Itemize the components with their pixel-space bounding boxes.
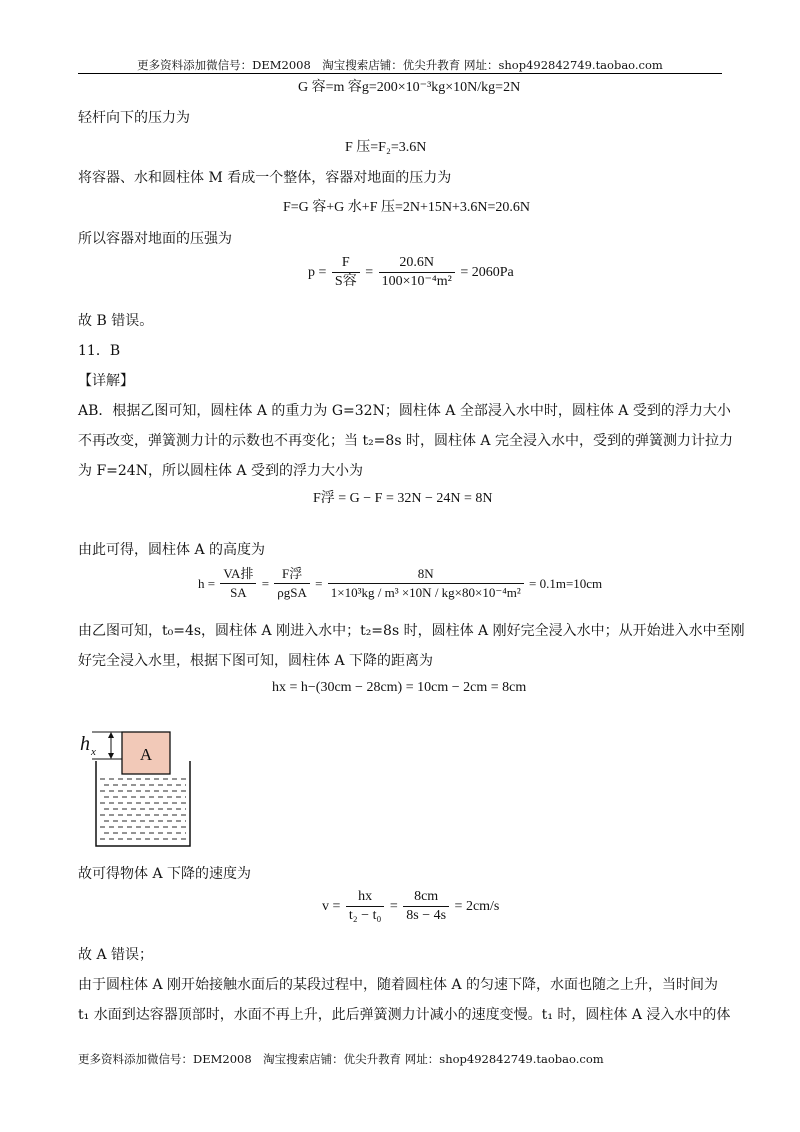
paragraph-whole-system: 将容器、水和圆柱体 M 看成一个整体，容器对地面的压力为	[78, 170, 452, 186]
hx-subscript: x	[91, 746, 96, 758]
paragraph-a-wrong: 故 A 错误；	[78, 947, 154, 963]
paragraph-water-rise-line2: t₁ 水面到达容器顶部时，水面不再上升，此后弹簧测力计减小的速度变慢。t₁ 时，圆柱体 A 浸入水中的体	[78, 1007, 731, 1023]
equation-buoyancy: F浮 = G − F = 32N − 24N = 8N	[313, 491, 493, 506]
paragraph-pressure-intro: 所以容器对地面的压强为	[78, 231, 232, 247]
paragraph-ab-line2: 不再改变，弹簧测力计的示数也不再变化；当 t₂=8s 时，圆柱体 A 完全浸入水中，受到的弹簧测力计拉力	[78, 433, 733, 449]
paragraph-ab-line1: AB．根据乙图可知，圆柱体 A 的重力为 G=32N；圆柱体 A 全部浸入水中时，圆柱体 A 受到的浮力大小	[78, 403, 731, 419]
equation-height: h = $\frac{\text{VA排}}{SA}$ = $\frac{\text{F浮}}{\text{ρgSA}}$ = $\frac{8N}{\text{1×10³kg / m³ ×10N / kg×80×10⁻⁴m²}}$ = 0.1m=10cm	[198, 566, 603, 600]
paragraph-time-line2: 好完全浸入水里，根据下图可知，圆柱体 A 下降的距离为	[78, 653, 434, 669]
cylinder-a-label: A	[139, 745, 153, 764]
equation-container-weight: G 容=m 容g=200×10⁻³kg×10N/kg=2N	[298, 80, 521, 95]
hx-label: h	[80, 733, 90, 755]
hx-arrow-down	[108, 753, 114, 759]
equation-speed: v = $\frac{hx}{\text{t₂ − t₀}}$ = $\frac{8cm}{8s - 4s}$ = 2cm/s	[322, 889, 500, 923]
question-number-11: 11．B	[78, 343, 121, 359]
fraction-f-over-s: $\frac{F}{\text{S容}}$	[332, 254, 360, 291]
section-detail-heading: 【详解】	[78, 373, 134, 389]
paragraph-rod-force: 轻杆向下的压力为	[78, 110, 190, 126]
paragraph-water-rise-line1: 由于圆柱体 A 刚开始接触水面后的某段过程中，随着圆柱体 A 的匀速下降，水面也随之上升，当时间为	[78, 977, 719, 993]
equation-descent-distance: hx = h−(30cm − 28cm) = 10cm − 2cm = 8cm	[272, 680, 527, 695]
hx-arrow-up	[108, 732, 114, 738]
equation-total-force: F=G 容+G 水+F 压=2N+15N+3.6N=20.6N	[283, 200, 531, 215]
water-dashes	[100, 779, 186, 839]
header-rule	[78, 73, 722, 74]
paragraph-height-intro: 由此可得，圆柱体 A 的高度为	[78, 542, 266, 558]
cylinder-container-diagram	[78, 725, 208, 855]
paragraph-time-line1: 由乙图可知，t₀=4s，圆柱体 A 刚进入水中；t₂=8s 时，圆柱体 A 刚好完全浸入水中；从开始进入水中至刚	[78, 623, 745, 639]
paragraph-speed-intro: 故可得物体 A 下降的速度为	[78, 866, 252, 882]
paragraph-ab-line3: 为 F=24N，所以圆柱体 A 受到的浮力大小为	[78, 463, 363, 479]
equation-pressure: p = $\frac{F}{\text{S容}}$ = $\frac{20.6N}{\text{100×10⁻⁴m²}}$ = 2060Pa	[308, 255, 514, 289]
fraction-pressure-values: $\frac{20.6N}{\text{100×10⁻⁴m²}}$	[379, 254, 455, 291]
paragraph-b-wrong: 故 B 错误。	[78, 313, 154, 329]
page-footer: 更多资料添加微信号：DEM2008 淘宝搜索店铺：优尖升教育 网址：shop492842749.taobao.com	[78, 1052, 604, 1066]
page-header: 更多资料添加微信号：DEM2008 淘宝搜索店铺：优尖升教育 网址：shop492842749.taobao.com	[137, 58, 663, 72]
equation-press-force: F 压=F₂=3.6N	[345, 140, 427, 155]
